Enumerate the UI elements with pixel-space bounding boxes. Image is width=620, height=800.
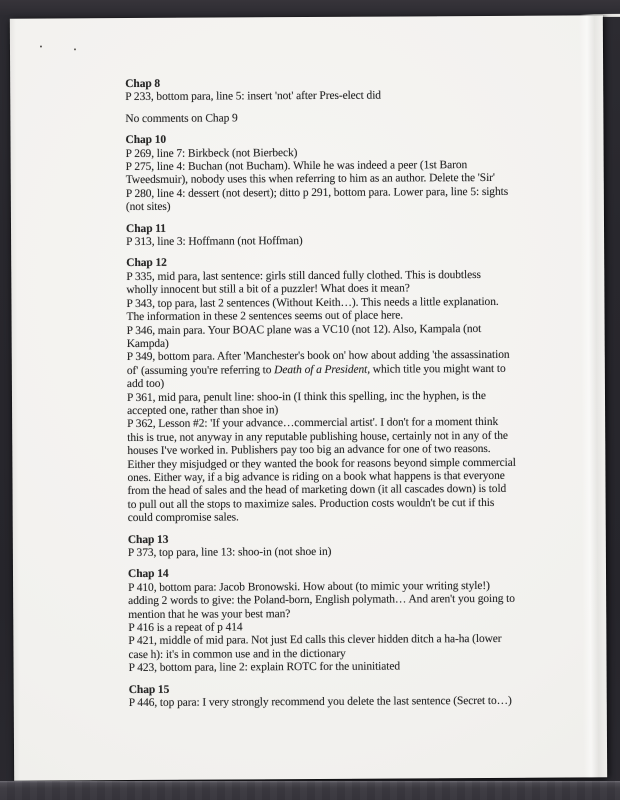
chapter-section xyxy=(126,220,596,250)
text-line: P 233, bottom para, line 5: insert 'not' after Pres-elect did xyxy=(125,89,381,104)
text-line: P 362, Lesson #2: 'If your advance…commercial artist'. I don't for a moment think xyxy=(127,416,499,431)
text-run: of' (assuming you're referring to xyxy=(126,363,275,377)
text-line: P 423, bottom para, line 2: explain ROTC for the uninitiated xyxy=(128,660,401,675)
chapter-heading: Chap 10 xyxy=(125,134,167,147)
text-line: this is true, not anyway in any reputable publishing house, certainly not in any of the xyxy=(127,429,508,444)
text-line: P 280, line 4: dessert (not desert); ditto p 291, bottom para. Lower para, line 5: sights xyxy=(125,185,509,200)
text-line: houses I've worked in. Publishers pay too big an advance for one of two reasons. xyxy=(127,443,491,458)
text-line: wholly innocent but still a bit of a puzzler! What does it mean? xyxy=(126,282,410,297)
chapter-section xyxy=(125,75,595,105)
text-line: accepted one, rather than shoe in) xyxy=(127,404,279,417)
paper-sheet xyxy=(10,15,607,780)
chapter-section xyxy=(128,531,598,561)
text-line: ones. Either way, if a big advance is riding on a book what happens is that everyone xyxy=(127,469,505,485)
text-line: Either they misjudged or they wanted the book for reasons beyond simple commercial xyxy=(127,456,516,471)
text-line: P 373, top para, line 13: shoo-in (not shoe in) xyxy=(127,545,332,560)
text-line: P 410, bottom para: Jacob Bronowski. How about (to mimic your writing style!) xyxy=(128,579,490,594)
text-line: add too) xyxy=(126,377,165,391)
text-line: (not sites) xyxy=(125,201,171,214)
text-line: P 335, mid para, last sentence: girls still danced fully clothed. This is doubtless xyxy=(126,268,481,283)
mat-bottom-strip xyxy=(0,781,620,800)
text-line: P 269, line 7: Birkbeck (not Bierbeck) xyxy=(125,146,298,160)
chapter-heading: Chap 11 xyxy=(125,222,166,235)
chapter-section xyxy=(129,681,599,711)
chapter-heading: Chap 13 xyxy=(127,533,169,546)
chapter-section xyxy=(128,566,599,676)
chapter-heading: Chap 8 xyxy=(125,77,161,91)
text-line: Kampda) xyxy=(126,337,169,350)
chapter-section xyxy=(125,110,595,126)
text-run: , which title you might want to xyxy=(367,362,506,376)
text-line: could compromise sales. xyxy=(127,511,239,525)
ink-speck xyxy=(74,48,76,50)
text-line: P 275, line 4: Buchan (not Bucham). While he was indeed a peer (1st Baron xyxy=(125,159,468,174)
text-line: adding 2 words to give: the Poland-born, English polymath… And aren't you going to xyxy=(128,593,515,608)
book-title-italic: Death of a President xyxy=(274,363,368,376)
text-line: P 346, main para. Your BOAC plane was a VC10 (not 12). Also, Kampala (not xyxy=(126,322,482,337)
text-line: P 313, line 3: Hoffmann (not Hoffman) xyxy=(126,235,303,249)
text-line: mention that he was your best man? xyxy=(128,607,291,621)
text-line: from the head of sales and the head of marketing down (it all cascades down) is told xyxy=(127,483,507,498)
text-line: Tweedsmuir), nobody uses this when referring to him as an author. Delete the 'Sir' xyxy=(125,172,495,187)
text-line: The information in these 2 sentences seems out of place here. xyxy=(126,309,404,324)
text-line: P 416 is a repeat of p 414 xyxy=(128,621,243,635)
ink-speck xyxy=(40,46,42,48)
text-line: case h): it's in common use and in the dictionary xyxy=(128,647,346,661)
chapter-heading: Chap 12 xyxy=(126,257,167,270)
chapter-heading: Chap 15 xyxy=(128,683,170,696)
text-line: to pull out all the stops to maximize sales. Production costs wouldn't be cut if this xyxy=(127,496,495,511)
chapter-heading: Chap 14 xyxy=(127,568,169,581)
text-line: No comments on Chap 9 xyxy=(125,112,238,125)
text-line: P 349, bottom para. After 'Manchester's book on' how about adding 'the assassination xyxy=(126,349,510,364)
chapter-section xyxy=(125,132,595,215)
text-line: P 446, top para: I very strongly recommend you delete the last sentence (Secret to…) xyxy=(128,694,512,710)
document-text xyxy=(125,75,599,710)
text-line: P 361, mid para, penult line: shoo-in (I think this spelling, inc the hyphen, is the xyxy=(126,389,486,404)
chapter-section xyxy=(126,255,598,526)
text-line: P 421, middle of mid para. Not just Ed calls this clever hidden ditch a ha-ha (lower xyxy=(128,633,502,648)
text-line: P 343, top para, last 2 sentences (Without Keith…). This needs a little explanation. xyxy=(126,295,499,310)
